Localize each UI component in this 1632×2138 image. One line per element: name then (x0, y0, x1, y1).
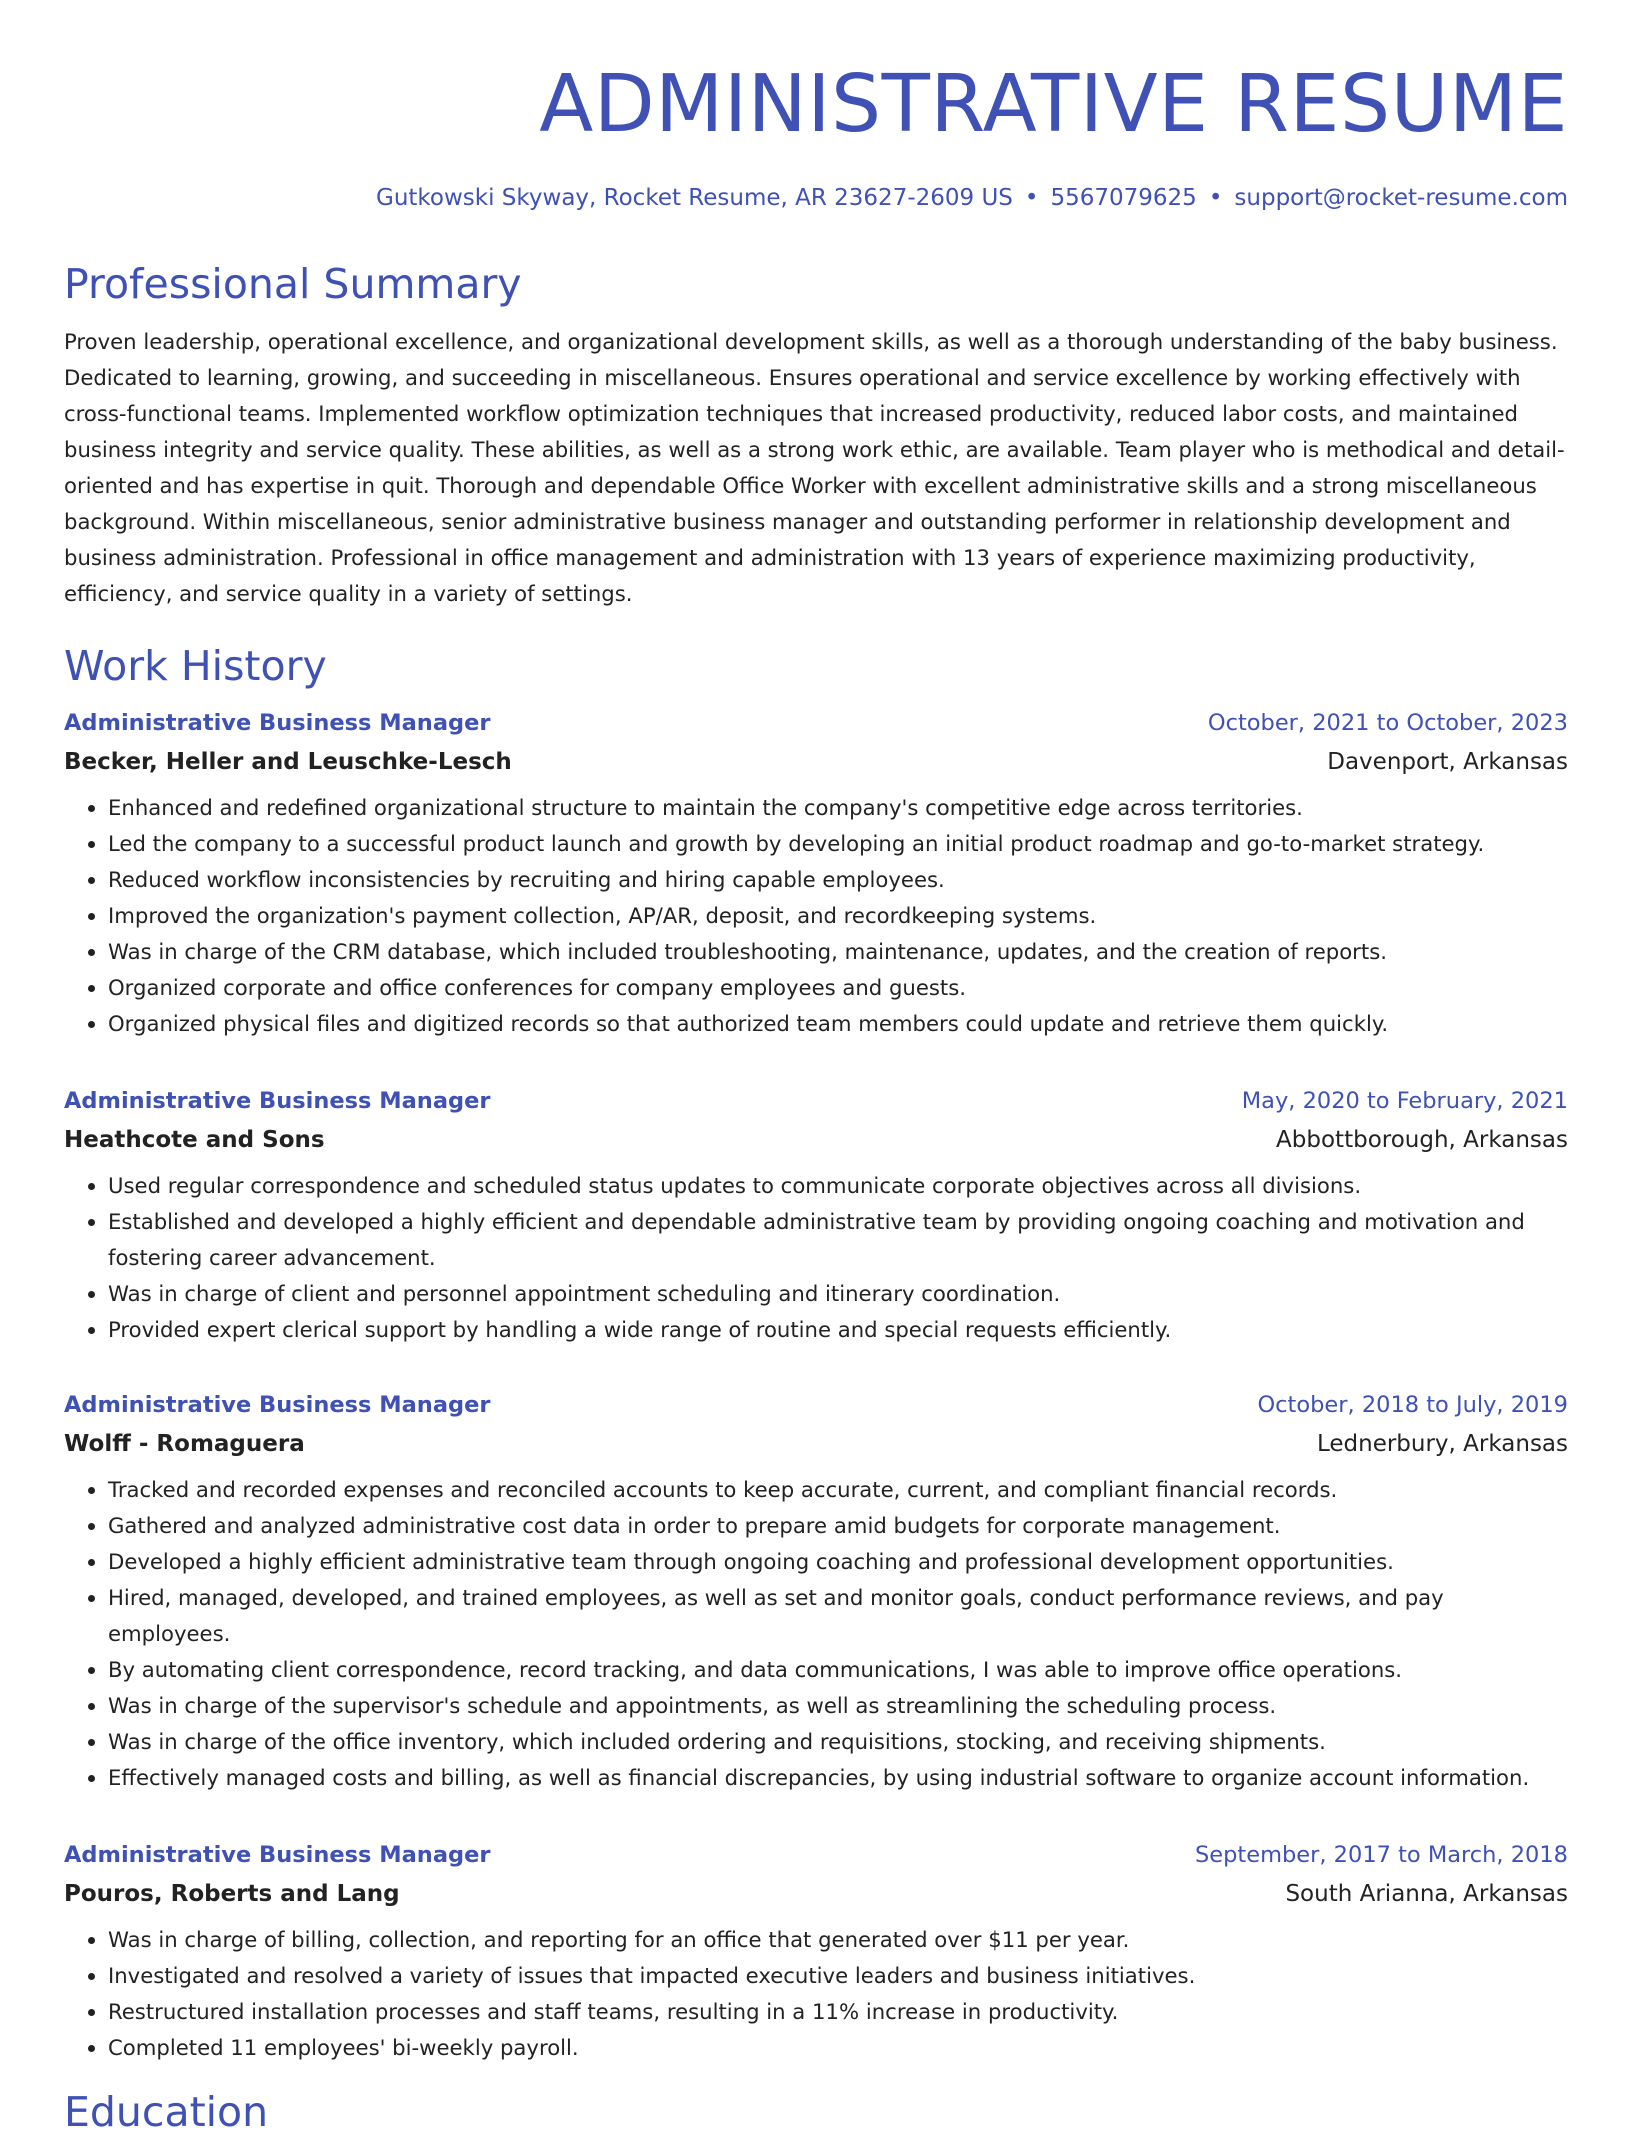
job-bullet-list (64, 1922, 1568, 2066)
job-bullet: • Tracked and recorded expenses and reconciled accounts to keep accurate, current, and compliant financial records. (108, 1472, 1568, 1508)
job-bullet: • Improved the organization's payment collection, AP/AR, deposit, and recordkeeping systems. (108, 898, 1568, 934)
job-company: Pouros, Roberts and Lang (64, 1881, 400, 1907)
contact-separator: • (1024, 185, 1039, 211)
resume-header (64, 0, 1568, 214)
job-title-row (64, 1386, 1568, 1424)
job-bullet: • Was in charge of billing, collection, and reporting for an office that generated over $11 per year. (108, 1922, 1568, 1958)
job-title-row (64, 704, 1568, 742)
education-heading: Education (64, 2088, 269, 2136)
job-bullet: • Reduced workflow inconsistencies by recruiting and hiring capable employees. (108, 862, 1568, 898)
contact-address: Gutkowski Skyway, Rocket Resume, AR 23627-2609 US (376, 185, 1013, 211)
job-bullet: • Established and developed a highly efficient and dependable administrative team by providing ongoing coaching and motivation and fostering career advancement. (108, 1204, 1568, 1276)
job-entry (64, 704, 1568, 1042)
job-bullet: • Was in charge of the CRM database, which included troubleshooting, maintenance, updates, and the creation of reports. (108, 934, 1568, 970)
job-bullet: • Enhanced and redefined organizational structure to maintain the company's competitive edge across territories. (108, 790, 1568, 826)
work-history-heading: Work History (64, 642, 327, 690)
job-title: Administrative Business Manager (64, 1088, 491, 1114)
job-bullet-list (64, 1472, 1568, 1796)
job-bullet-list (64, 1168, 1568, 1348)
job-title-row (64, 1082, 1568, 1120)
job-bullet: • Investigated and resolved a variety of issues that impacted executive leaders and business initiatives. (108, 1958, 1568, 1994)
job-title: Administrative Business Manager (64, 1842, 491, 1868)
job-bullet: • Completed 11 employees' bi-weekly payroll. (108, 2030, 1568, 2066)
job-title: Administrative Business Manager (64, 710, 491, 736)
job-company: Heathcote and Sons (64, 1127, 325, 1153)
job-bullet: • Was in charge of the office inventory, which included ordering and requisitions, stocking, and receiving shipments. (108, 1724, 1568, 1760)
job-bullet: • Organized corporate and office conferences for company employees and guests. (108, 970, 1568, 1006)
job-location: Lednerbury, Arkansas (1316, 1431, 1568, 1457)
job-bullet: • Organized physical files and digitized records so that authorized team members could update and retrieve them quickly. (108, 1006, 1568, 1042)
job-bullet: • Hired, managed, developed, and trained employees, as well as set and monitor goals, conduct performance reviews, and pay employees. (108, 1580, 1568, 1652)
job-company-row (64, 1120, 1568, 1160)
job-title-row (64, 1836, 1568, 1874)
contact-line (64, 182, 1568, 214)
contact-email[interactable]: support@rocket-resume.com (1234, 185, 1568, 211)
job-location: South Arianna, Arkansas (1285, 1881, 1568, 1907)
job-bullet: • Led the company to a successful product launch and growth by developing an initial product roadmap and go-to-market strategy. (108, 826, 1568, 862)
summary-heading: Professional Summary (64, 260, 522, 308)
job-company: Wolff - Romaguera (64, 1431, 305, 1457)
job-company-row (64, 1874, 1568, 1914)
job-entry (64, 1082, 1568, 1348)
job-bullet: • Restructured installation processes and staff teams, resulting in a 11% increase in productivity. (108, 1994, 1568, 2030)
job-entry (64, 1386, 1568, 1796)
job-bullet: • Was in charge of client and personnel appointment scheduling and itinerary coordination. (108, 1276, 1568, 1312)
summary-text: Proven leadership, operational excellence, and organizational development skills, as well as a thorough understanding of the baby business. Dedicated to learning, growing, and succeeding in miscellaneous. Ensures operational and service excellence by working effectively with cross-functional teams. Implemented workflow optimization techniques that increased productivity, reduced labor costs, and maintained business integrity and service quality. These abilities, as well as a strong work ethic, are available. Team player who is methodical and detail-oriented and has expertise in quit. Thorough and dependable Office Worker with excellent administrative skills and a strong miscellaneous background. Within miscellaneous, senior administrative business manager and outstanding performer in relationship development and business administration. Professional in office management and administration with 13 years of experience maximizing productivity, efficiency, and service quality in a variety of settings. (64, 329, 1565, 606)
job-bullet: • Was in charge of the supervisor's schedule and appointments, as well as streamlining the scheduling process. (108, 1688, 1568, 1724)
job-company-row (64, 1424, 1568, 1464)
job-bullet: • By automating client correspondence, record tracking, and data communications, I was able to improve office operations. (108, 1652, 1568, 1688)
contact-phone: 5567079625 (1050, 185, 1197, 211)
job-company: Becker, Heller and Leuschke-Lesch (64, 749, 512, 775)
job-bullet: • Developed a highly efficient administrative team through ongoing coaching and professional development opportunities. (108, 1544, 1568, 1580)
work-history-list (64, 704, 1568, 2066)
job-dates: September, 2017 to March, 2018 (1195, 1842, 1568, 1868)
job-bullet: • Effectively managed costs and billing, as well as financial discrepancies, by using industrial software to organize account information. (108, 1760, 1568, 1796)
job-entry (64, 1836, 1568, 2066)
contact-separator: • (1208, 185, 1223, 211)
job-bullet: • Used regular correspondence and scheduled status updates to communicate corporate objectives across all divisions. (108, 1168, 1568, 1204)
job-dates: October, 2018 to July, 2019 (1257, 1392, 1568, 1418)
job-bullet: • Provided expert clerical support by handling a wide range of routine and special requests efficiently. (108, 1312, 1568, 1348)
job-bullet-list (64, 790, 1568, 1042)
job-dates: October, 2021 to October, 2023 (1207, 710, 1568, 736)
job-location: Davenport, Arkansas (1327, 749, 1568, 775)
job-dates: May, 2020 to February, 2021 (1241, 1088, 1568, 1114)
job-location: Abbottborough, Arkansas (1276, 1127, 1568, 1153)
job-bullet: • Gathered and analyzed administrative cost data in order to prepare amid budgets for corporate management. (108, 1508, 1568, 1544)
resume-title: ADMINISTRATIVE RESUME (539, 58, 1568, 150)
job-title: Administrative Business Manager (64, 1392, 491, 1418)
job-company-row (64, 742, 1568, 782)
